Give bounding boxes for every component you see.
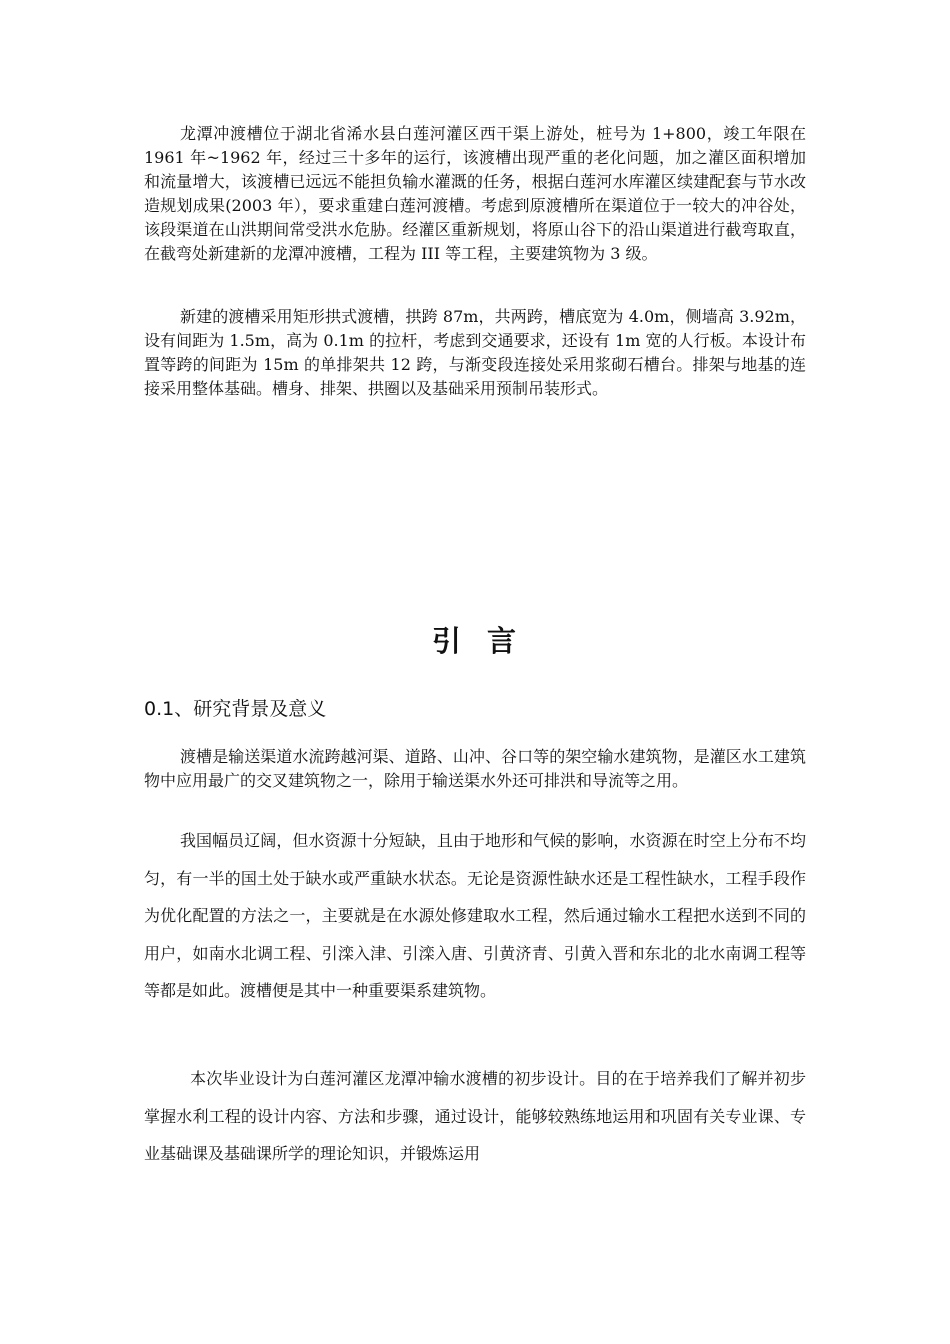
paragraph-water-resources: 我国幅员辽阔，但水资源十分短缺，且由于地形和气候的影响，水资源在时空上分布不均匀，有一半的国土处于缺水或严重缺水状态。无论是资源性缺水还是工程性缺水，工程手段作为优化配置的方法之一，主要就是在水源处修建取水工程，然后通过输水工程把水送到不同的用户，如南水北调工程、引滦入津、引滦入唐、引黄济青、引黄入晋和东北的北水南调工程等等都是如此。渡槽便是其中一种重要渠系建筑物。 (144, 831, 806, 1000)
paragraph-design-purpose: 本次毕业设计为白莲河灌区龙潭冲输水渡槽的初步设计。目的在于培养我们了解并初步掌握水利工程的设计内容、方法和步骤，通过设计，能够较熟练地运用和巩固有关专业课、专业基础课及基础课所学的理论知识，并锻炼运用 (144, 1069, 806, 1163)
chapter-title: 引言 (431, 624, 542, 658)
paragraph-new-design: 新建的渡槽采用矩形拱式渡槽，拱跨 87m，共两跨，槽底宽为 4.0m，侧墙高 3.92m，设有间距为 1.5m，高为 0.1m 的拉杆，考虑到交通要求，还设有 1m 宽的人行板。本设计布置等跨的间距为 15m 的单排架共 12 跨，与渐变段连接处采用浆砌石槽台。排架与地基的连接采用整体基础。槽身、排架、拱圈以及基础采用预制吊装形式。 (144, 307, 806, 398)
paragraph-project-location: 龙潭冲渡槽位于湖北省浠水县白莲河灌区西干渠上游处，桩号为 1+800，竣工年限在 1961 年~1962 年，经过三十多年的运行，该渡槽出现严重的老化问题，加之灌区面积增加和流量增大，该渡槽已远远不能担负输水灌溉的任务，根据白莲河水库灌区续建配套与节水改造规划成果(2003 年），要求重建白莲河渡槽。考虑到原渡槽所在渠道位于一较大的冲谷处，该段渠道在山洪期间常受洪水危胁。经灌区重新规划，将原山谷下的沿山渠道进行截弯取直，在截弯处新建新的龙潭冲渡槽，工程为 III 等工程，主要建筑物为 3 级。 (144, 124, 806, 263)
paragraph-aqueduct-definition: 渡槽是输送渠道水流跨越河渠、道路、山冲、谷口等的架空输水建筑物，是灌区水工建筑物中应用最广的交叉建筑物之一，除用于输送渠水外还可排洪和导流等之用。 (144, 747, 806, 790)
section-heading: 0.1、研究背景及意义 (144, 698, 327, 720)
